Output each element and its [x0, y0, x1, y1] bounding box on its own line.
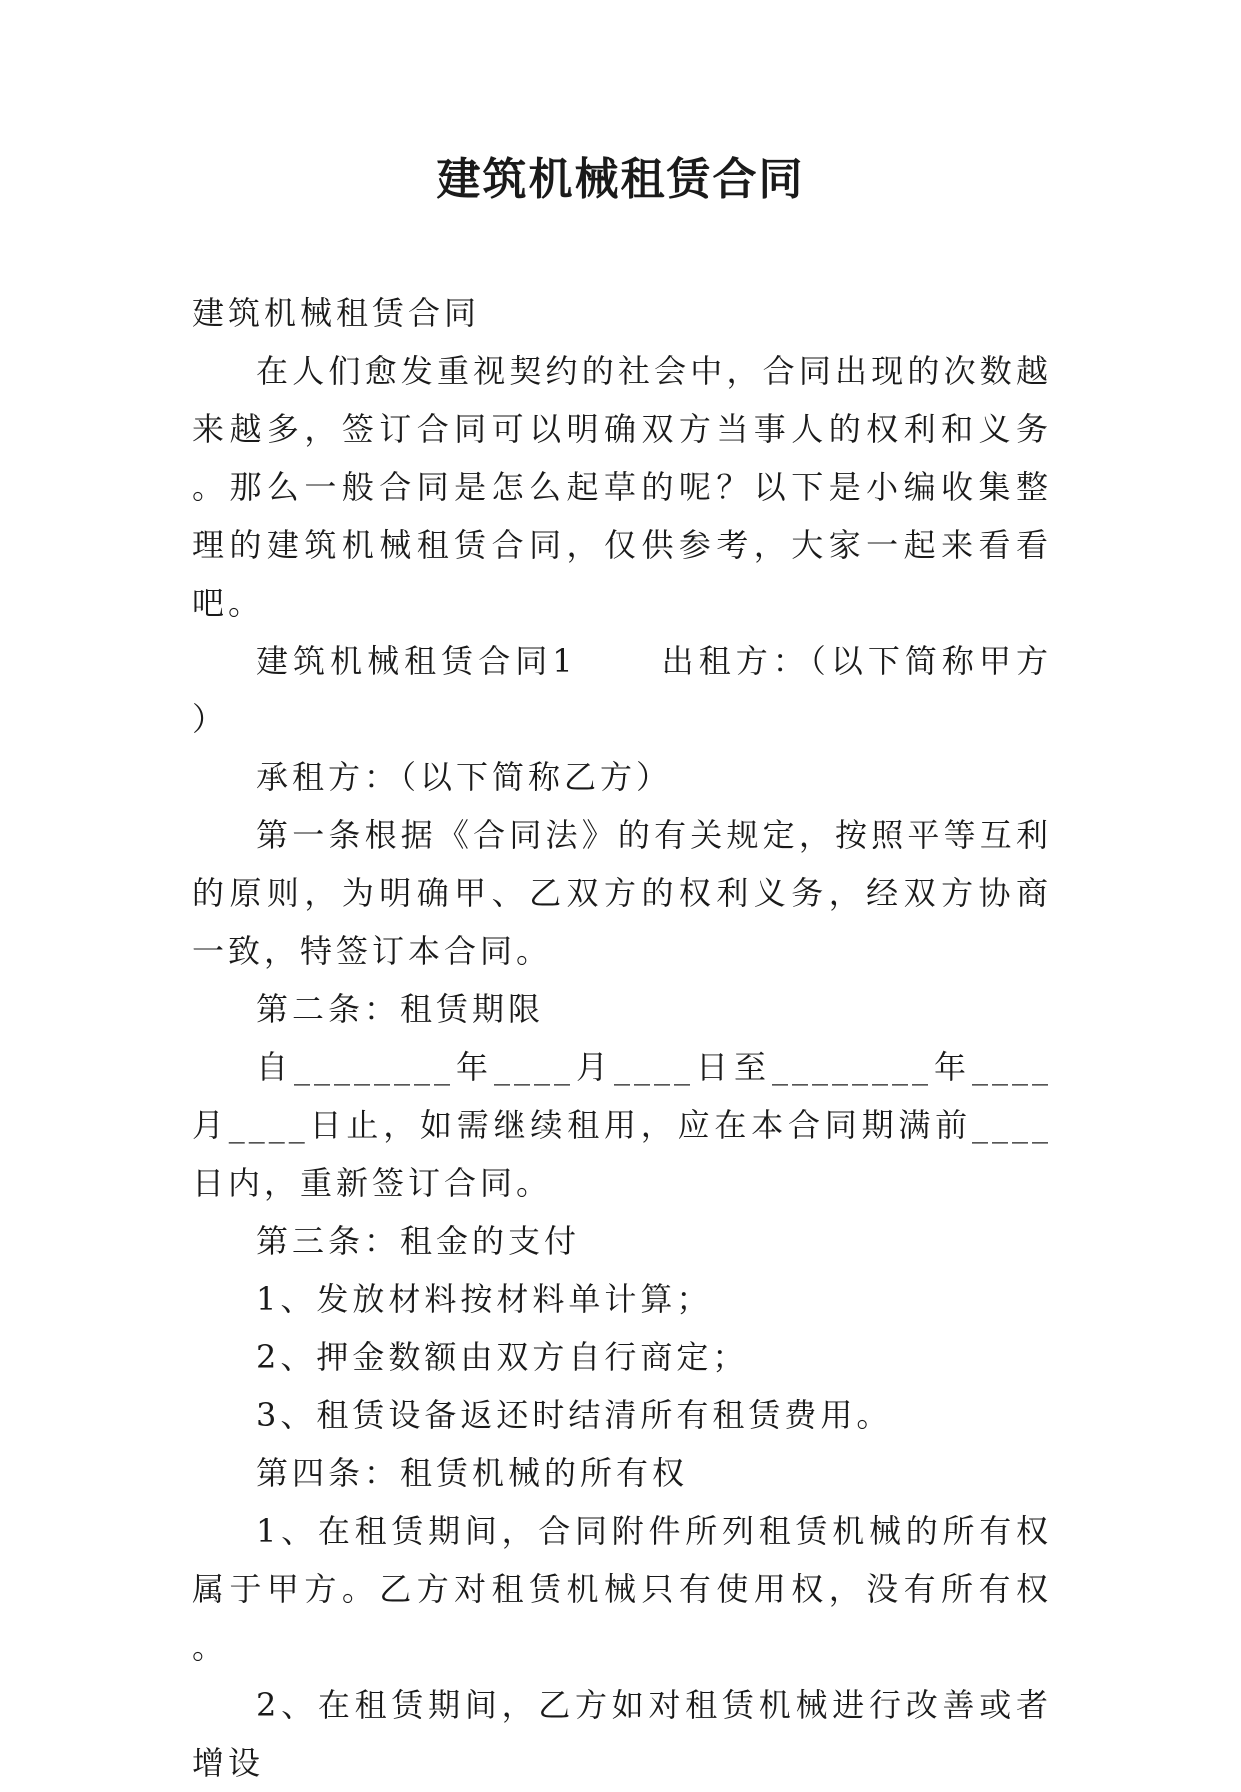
document-body: [192, 284, 1052, 1792]
document-heading: 建筑机械租赁合同: [192, 294, 481, 332]
contract-parties-line: [192, 632, 1052, 748]
article-3-item-2: 2、押金数额由双方自行商定；: [256, 1338, 749, 1376]
article-2-text: 自________年____月____日至________年____月____日止，如需继续租用，应在本合同期满前____日内，重新签订合同。: [192, 1048, 1052, 1202]
lessor-line: 出租方：（以下简称甲方）: [192, 642, 1052, 738]
article-4-title: 第四条：租赁机械的所有权: [256, 1454, 689, 1492]
article-3-item-3: 3、租赁设备返还时结清所有租赁费用。: [256, 1396, 893, 1434]
article-4-item-2: 2、在租赁期间，乙方如对租赁机械进行改善或者增设: [192, 1686, 1052, 1782]
intro-paragraph: 在人们愈发重视契约的社会中，合同出现的次数越来越多，签订合同可以明确双方当事人的权利和义务。那么一般合同是怎么起草的呢？以下是小编收集整理的建筑机械租赁合同，仅供参考，大家一起来看看吧。: [192, 352, 1052, 622]
article-1: 第一条根据《合同法》的有关规定，按照平等互利的原则，为明确甲、乙双方的权利义务，经双方协商一致，特签订本合同。: [192, 816, 1052, 970]
article-3-title: 第三条：租金的支付: [256, 1222, 581, 1260]
article-3-item-1: 1、发放材料按材料单计算；: [256, 1280, 713, 1318]
contract-label: 建筑机械租赁合同1: [256, 642, 577, 680]
document-title: 建筑机械租赁合同: [436, 154, 805, 205]
article-2-title: 第二条：租赁期限: [256, 990, 545, 1028]
lessee-line: 承租方：（以下简称乙方）: [256, 758, 673, 796]
article-4-item-1: 1、在租赁期间，合同附件所列租赁机械的所有权属于甲方。乙方对租赁机械只有使用权，没有所有权。: [192, 1512, 1052, 1666]
